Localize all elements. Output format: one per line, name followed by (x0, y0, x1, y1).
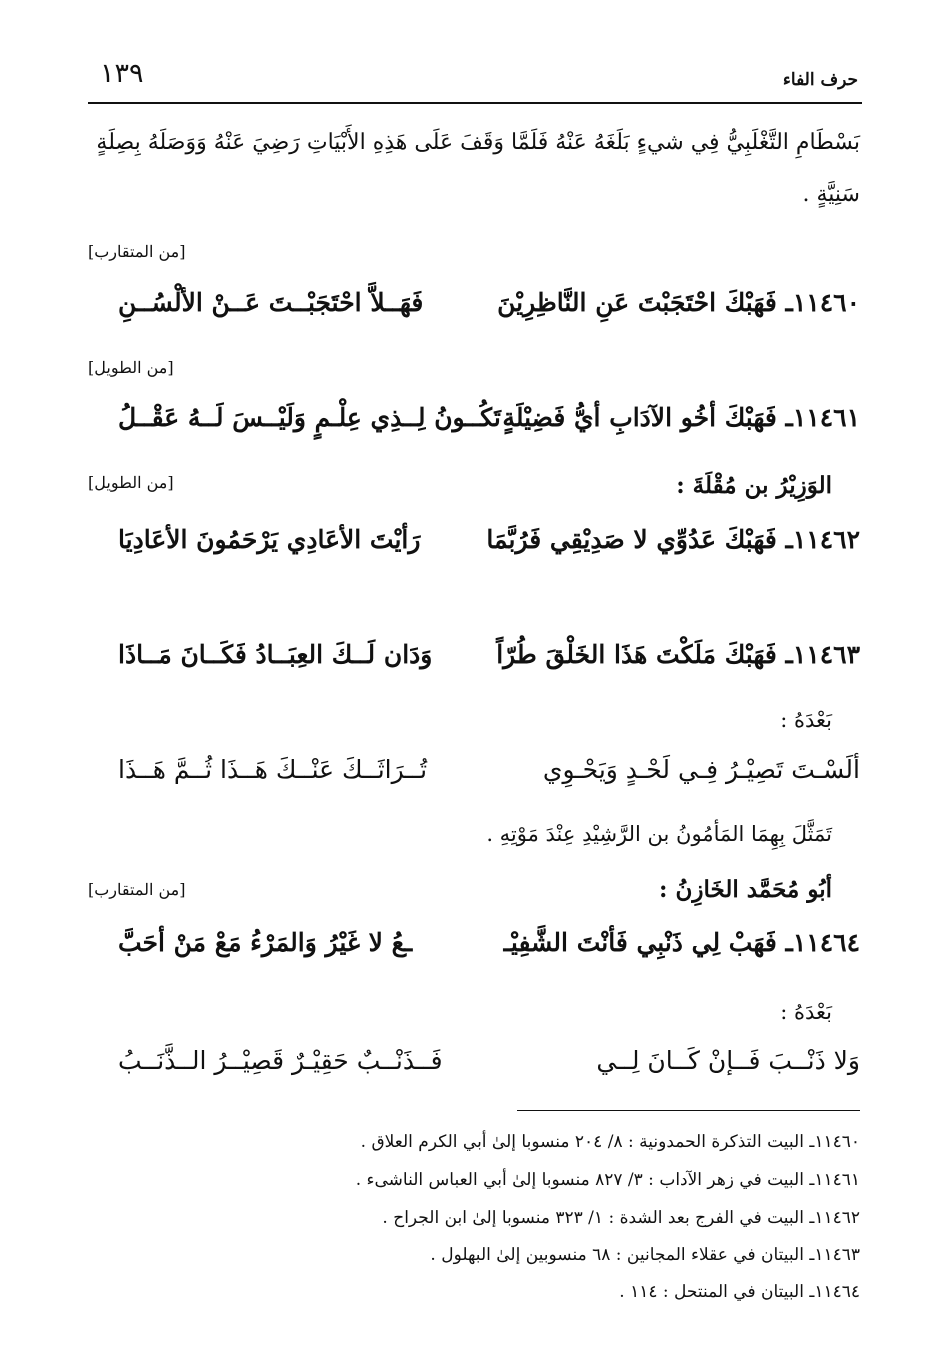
footnote: ١١٤٦٤ـ البيتان في المنتحل : ١١٤ . (619, 1282, 860, 1302)
verse-1463-second-hemistich: وَدَان لَــكَ العِبَــادُ فَكَــانَ مَــاذَا (118, 640, 433, 669)
verse-1464-first-hemistich: ١١٤٦٤ـ فَهَبْ لِي ذَنْبِي فَأنْتَ الشَّفِيْـ (503, 928, 860, 957)
verse-note: تَمَثَّلَ بِهِمَا المَأمُونُ بن الرَّشِيْدِ عِنْدَ مَوْتِهِ . (486, 822, 832, 846)
meter-label: [من المتقارب] (88, 242, 186, 261)
verse-1464-extra-second-hemistich: فَــذَنْــبٌ حَقِيْـرٌ قَصِيْــرُ الــذَّنَــبُ (118, 1046, 443, 1075)
footnote: ١١٤٦٣ـ البيتان في عقلاء المجانين : ٦٨ منسوبين إلىٰ البهلول . (430, 1245, 860, 1265)
intro-line-2: سَنِيَّةٍ . (802, 182, 860, 207)
meter-label: [من الطويل] (88, 358, 174, 377)
after-label: بَعْدَهُ : (780, 708, 832, 732)
footnote: ١١٤٦٠ـ البيت التذكرة الحمدونية : ٨/ ٢٠٤ منسوبا إلىٰ أبي الكرم العلاق . (360, 1132, 860, 1152)
verse-1464-extra-first-hemistich: وَلا ذَنْــبَ فَــإنْ كَــانَ لِــي (596, 1046, 860, 1075)
meter-label: [من المتقارب] (88, 880, 186, 899)
footnote: ١١٤٦٢ـ البيت في الفرج بعد الشدة : ١/ ٣٢٣ منسوبا إلىٰ ابن الجراح . (382, 1208, 860, 1228)
footnote-divider (517, 1110, 860, 1111)
verse-1463-extra-first-hemistich: ألَسْـتَ تَصِيْـرُ فِـي لَحْـدٍ وَيَحْـوِي (542, 755, 860, 784)
verse-1462-first-hemistich: ١١٤٦٢ـ فَهَبْكَ عَدُوِّي لا صَدِيْقِي فَرُبَّمَا (486, 525, 860, 554)
after-label: بَعْدَهُ : (780, 1000, 832, 1024)
verse-1461-second-hemistich: تَكُــونُ لِــذِي عِلْـمٍ وَلَيْــسَ لَــهُ عَقْــلُ (118, 403, 501, 432)
poet-name: أبُو مُحَمَّد الخَازِنُ : (659, 876, 832, 903)
verse-1461-first-hemistich: ١١٤٦١ـ فَهَبْكَ أخُو الآدَابِ أيُّ فَضِيْلَةٍ (502, 403, 860, 432)
verse-1463-first-hemistich: ١١٤٦٣ـ فَهَبْكَ مَلَكْتَ هَذَا الخَلْقَ طُرّاً (496, 640, 860, 669)
verse-1463-extra-second-hemistich: تُــرَاثَــكَ عَنْــكَ هَــذَا ثُــمَّ هَــذَا (118, 755, 428, 784)
footnote: ١١٤٦١ـ البيت في زهر الآداب : ٣/ ٨٢٧ منسوبا إلىٰ أبي العباس الناشىء . (355, 1170, 860, 1190)
verse-1462-second-hemistich: رَأيْتَ الأعَادِي يَرْحَمُونَ الأعَادِيَا (118, 525, 421, 554)
header-divider (88, 102, 862, 104)
verse-1460-second-hemistich: فَهَــلاَّ احْتَجَبْــتَ عَــنْ الألْسُــنِ (118, 288, 424, 317)
chapter-title: حرف الفاء (782, 70, 858, 90)
page-number: ١٣٩ (100, 58, 144, 89)
poet-name: الوَزِيْرُ بن مُقْلَةَ : (676, 472, 832, 499)
verse-1460-first-hemistich: ١١٤٦٠ـ فَهَبْكَ احْتَجَبْتَ عَنِ النَّاظِرِيْنَ (497, 288, 860, 317)
intro-line-1: بَسْطَامِ التَّغْلَبِيُّ فِي شيءٍ بَلَغَهُ عَنْهُ فَلَمَّا وَقَفَ عَلَى هَذِهِ الأَبْيَاتِ رَضِيَ عَنْهُ وَوَصَلَهُ بِصِلَةٍ (96, 130, 860, 155)
meter-label: [من الطويل] (88, 473, 174, 492)
verse-1464-second-hemistich: ـعُ لا غَيْرُ وَالمَرْءُ مَعْ مَنْ أحَبَّ (118, 928, 413, 957)
